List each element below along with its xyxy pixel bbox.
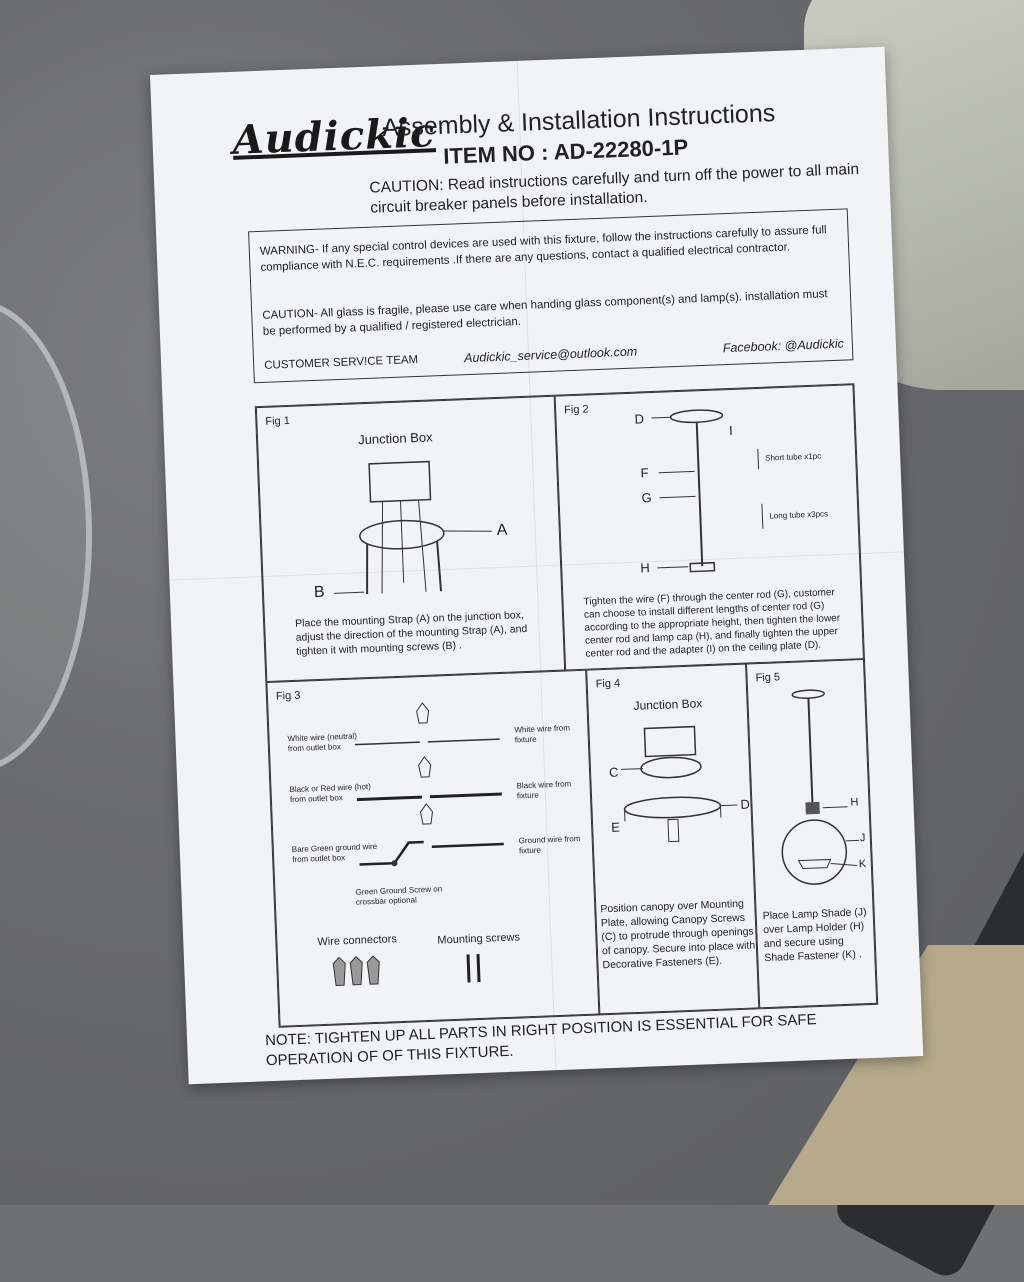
fig3-label: Fig 3 <box>276 690 301 703</box>
fig3-black-fixture-label: Black wire from fixture <box>516 779 577 801</box>
fig5-panel <box>746 659 877 1008</box>
fig2-label-g: G <box>641 490 652 505</box>
fig1-label-a: A <box>496 522 507 540</box>
fig4-label-d: D <box>740 797 750 812</box>
page-title: Assembly & Installation Instructions <box>382 99 776 143</box>
fig2-long-tube-label: Long tube x3pcs <box>769 509 828 521</box>
item-number: ITEM NO : AD-22280-1P <box>443 134 689 169</box>
fig5-label: Fig 5 <box>755 671 780 684</box>
fig3-wire-connectors-label: Wire connectors <box>317 933 397 948</box>
fig5-label-j: J <box>860 832 866 844</box>
fig4-caption: Position canopy over Mounting Plate, allowing Canopy Screws (C) to protrude through openings of canopy. Secure into place with Decorative Fasteners (E). <box>600 896 757 972</box>
fig1-junction-box-label: Junction Box <box>358 429 433 447</box>
safety-note: NOTE: TIGHTEN UP ALL PARTS IN RIGHT POSITION IS ESSENTIAL FOR SAFE OPERATION OF OF THIS FIXTURE. <box>265 1008 866 1071</box>
fig4-canopy-diagram <box>589 704 755 880</box>
service-team-label: CUSTOMER SERV!CE TEAM <box>264 350 464 374</box>
fig2-short-tube-label: Short tube x1pc <box>765 452 821 464</box>
fig5-label-k: K <box>859 858 867 870</box>
fig4-label: Fig 4 <box>595 677 620 690</box>
fig3-white-fixture-label: White wire from fixture <box>514 723 575 745</box>
fig2-label-f: F <box>640 465 649 480</box>
fig2-label-d: D <box>634 411 644 426</box>
fig3-black-red-label: Black or Red wire (hot) from outlet box <box>289 782 385 806</box>
fig3-green-screw-label: Green Ground Screw on crossbar optional <box>355 884 456 908</box>
fig2-label-i: I <box>729 423 733 438</box>
fig1-caption: Place the mounting Strap (A) on the junction box, adjust the direction of the mounting Strap (A), and tighten it with mounting screws (B) . <box>295 607 551 659</box>
warning-box <box>248 208 853 383</box>
fig2-rod-diagram <box>556 385 862 586</box>
fig4-label-e: E <box>611 820 620 835</box>
figures-grid <box>255 383 878 1028</box>
fig4-junction-box-label: Junction Box <box>633 696 702 713</box>
fig5-label-h: H <box>850 796 858 808</box>
fig3-panel <box>266 670 599 1027</box>
fig4-panel <box>586 664 759 1015</box>
fig2-label-h: H <box>640 560 650 575</box>
fig5-lamp-diagram <box>748 680 874 884</box>
fig2-caption: Tighten the wire (F) through the center rod (G), customer can choose to install different lengths of center rod (G) according to the appropriate height, then tighten the lower center rod and lamp cap (H), and finally tighten the upper center rod and the adapter (I) on the ceiling plate (D). <box>583 585 855 660</box>
fig3-bare-green-label: Bare Green ground wire from outlet box <box>292 842 383 865</box>
warning-text: WARNING- If any special control devices are used with this fixture, follow the instructions carefully to assure full compliance with N.E.C. requirements .If there are any questions, contact a qualified electrical contractor. <box>260 222 836 276</box>
fig1-label-b: B <box>314 584 325 602</box>
fig1-label: Fig 1 <box>265 415 290 428</box>
glass-caution-text: CAUTION- All glass is fragile, please use care when handing glass component(s) and lamp(s). installation must be performed by a qualified / registered electrician. <box>262 286 838 340</box>
fig3-ground-fixture-label: Ground wire from fixture <box>519 834 585 856</box>
fig3-mounting-screws-label: Mounting screws <box>437 931 520 946</box>
fig2-panel <box>555 384 864 670</box>
fig1-panel <box>256 396 565 682</box>
fig2-label: Fig 2 <box>564 403 589 416</box>
instruction-sheet <box>150 47 923 1084</box>
brand-logo: Audickic <box>232 109 437 164</box>
fig4-label-c: C <box>609 765 619 780</box>
customer-service-row <box>264 336 844 374</box>
facebook-handle: Facebook: @Audickic <box>684 336 844 358</box>
fig5-caption: Place Lamp Shade (J) over Lamp Holder (H) and secure using Shade Fastener (K) . <box>762 905 874 965</box>
service-email: Audickic_service@outlook.com <box>464 342 684 366</box>
fig3-white-neutral-label: White wire (neutral) from outlet box <box>287 731 373 754</box>
caution-notice: CAUTION: Read instructions carefully and turn off the power to all main circuit breaker panels before installation. <box>369 160 860 219</box>
